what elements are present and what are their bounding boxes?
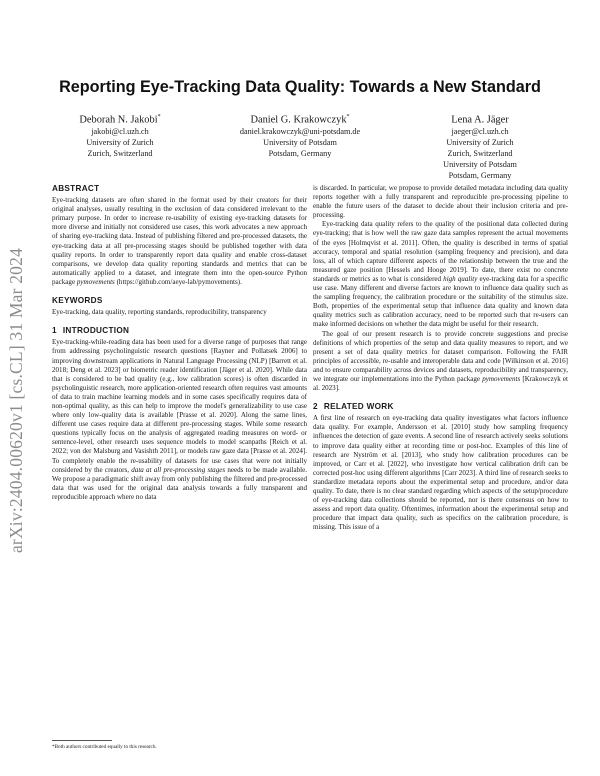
author-2-affil-1: University of Potsdam <box>263 138 337 148</box>
author-2 <box>210 111 390 160</box>
author-1-affil-2: Zurich, Switzerland <box>87 149 153 159</box>
author-3-affil-2: Zurich, Switzerland <box>447 149 513 159</box>
section-2-heading: 2 RELATED WORK <box>313 402 394 412</box>
paper-title: Reporting Eye-Tracking Data Quality: Towards a New Standard <box>59 78 541 96</box>
keywords-text: Eye-tracking, data quality, reporting standards, reproducibility, transparency <box>52 308 267 317</box>
arxiv-stamp-text: arXiv:2404.00620v1 [cs.CL] 31 Mar 2024 <box>6 247 27 553</box>
abstract-text: Eye-tracking datasets are often shared in the format used by their creators for their original analyses, usually resulting in the exclusion of data considered irrelevant to the primary purpose. In order to increase re-usability of existing eye-tracking datasets for more diverse and initially not considered use cases, this work advocates a new approach of sharing eye-tracking data. Instead of publishing filtered and pre-processed datasets, the eye-tracking data at all pre-processing stages should be published together with data quality reports. In order to transparently report data quality and enable cross-dataset comparisons, we develop data quality reporting standards and metrics that can be automatically applied to a dataset, and integrate them into the open-source Python package pymovements (https://github.com/aeye-lab/pymovements). <box>52 196 307 286</box>
author-3 <box>400 111 560 181</box>
right-column <box>313 184 568 532</box>
right-paragraph-3: The goal of our present research is to provide concrete suggestions and precise definitions of which properties of the setup and data quality measures to report, and we present a set of data quality metrics for dataset comparison. Following the FAIR principles of accessible, re-usable and interoperable data and code [Wilkinson et al. 2016] and to ensure comparability across devices and datasets, reproducibility and transparency, we integrate our implementations into the Python package pymovements [Krakowczyk et al. 2023]. <box>313 329 568 393</box>
author-3-affil-1: University of Zurich <box>446 138 514 148</box>
author-1-affil-1: University of Zurich <box>86 138 154 148</box>
right-paragraph-2: Eye-tracking data quality refers to the quality of the positional data collected during eye-tracking; that is how well the raw gaze data samples represent the actual movements of the eyes [Holmqvist et al. 2011]. Often, the quality is described in terms of spatial accuracy, temporal and spatial resolution (sampling frequency and precision), and data loss, all of which capture different aspects of the relationship between the true and the measured gaze position [Hessels and Hooge 2019]. To date, there exist no concrete standards or metrics as to what is considered high quality eye-tracking data for a specific use case. Many different and diverse factors are known to influence data quality such as the sampling frequency, the calibration procedure or the suitability of the stimulus size. Both, properties of the experimental setup that influence data quality and known data quality metrics such as calibration accuracy, need to be reported such that re-users can make informed decisions on whether the data might be useful for their research. <box>313 220 568 329</box>
author-3-email[interactable]: jaeger@cl.uzh.ch <box>451 127 509 137</box>
abstract-heading: ABSTRACT <box>52 184 100 193</box>
footnote-text: *Both authors contributed equally to this research. <box>52 744 157 750</box>
related-work-text: A first line of research on eye-tracking data quality investigates what factors influence data quality. For example, Andersson et al. [2010] study how sampling frequency influences the detection of gaze events. A second line of research actively seeks solutions to improve data quality either at recording time or post-hoc. Examples of this line of research are Nyström et al. [2013], who study how calibration procedures can be improved, or Carr et al. [2022], who investigate how vertical calibration drift can be corrected post-hoc using different algorithms [Carr 2023]. A third line of research seeks to standardize metadata reports about the experimental setup and procedure, and/or data quality. To date, there is no clear standard regarding which aspects of the setup/procedure of eye-tracking data collections should be reported, nor is there consensus on how to assess and report data quality. Oftentimes, information about the experimental setup and procedure that impact data quality, such as specifics on the calibration procedure, is missing. This issue of a <box>313 414 568 532</box>
section-1-heading: 1 INTRODUCTION <box>52 326 130 336</box>
arxiv-stamp <box>6 200 28 600</box>
author-2-affil-2: Potsdam, Germany <box>268 149 332 159</box>
author-3-affil-4: Potsdam, Germany <box>448 170 512 180</box>
left-column <box>52 184 307 502</box>
author-1 <box>40 111 200 160</box>
author-2-email[interactable]: daniel.krakowczyk@uni-potsdam.de <box>239 127 361 137</box>
author-1-email[interactable]: jakobi@cl.uzh.ch <box>91 127 149 137</box>
author-3-name: Lena A. Jäger <box>451 114 509 126</box>
keywords-heading: KEYWORDS <box>52 296 103 306</box>
right-paragraph-1: is discarded. In particular, we propose to provide detailed metadata including data quality reports together with a fully transparent and reproducible pre-processing pipeline to enable the future users of the dataset to decide about their inclusion criteria and pre-processing. <box>313 184 568 220</box>
author-block <box>40 111 560 191</box>
author-2-name: Daniel G. Krakowczyk* <box>250 114 350 126</box>
footnote <box>52 740 157 750</box>
author-3-affil-3: University of Potsdam <box>443 159 517 169</box>
intro-text: Eye-tracking-while-reading data has been used for a diverse range of purposes that range from addressing psycholinguistic research questions [Rayner and Pollatsek 2006] to improving downstream applications in Natural Language Processing (NLP) [Barrett et al. 2018; Deng et al. 2023] or biometric reader identification [Jäger et al. 2020]. While data that is considered to be bad quality (e.g., low calibration scores) is often discarded in psycholinguistic research, more application-oriented research often requires vast amounts of data to train machine learning models and in some cases specifically requires data of non-optimal quality, as this can help to improve the model's generalizability to use case where only low-quality data is available [Prasse et al. 2020]. Along the same lines, different use cases require data at different pre-processing stages. While some research questions typically focus on the analysis of aggregated reading measures on word- or sentence-level, other research uses sequence models to model scanpaths [Reich et al. 2022; von der Malsburg and Vasishth 2011], or models raw gaze data [Prasse et al. 2024]. To completely enable the re-usability of datasets for use cases that were not initially considered by the creators, data at all pre-processing stages needs to be made available. We propose a paradigmatic shift away from only publishing the filtered and pre-processed data that was used for the original data analysis towards a fully transparent and reproducible approach where no data <box>52 338 307 501</box>
author-1-name: Deborah N. Jakobi* <box>79 114 161 126</box>
